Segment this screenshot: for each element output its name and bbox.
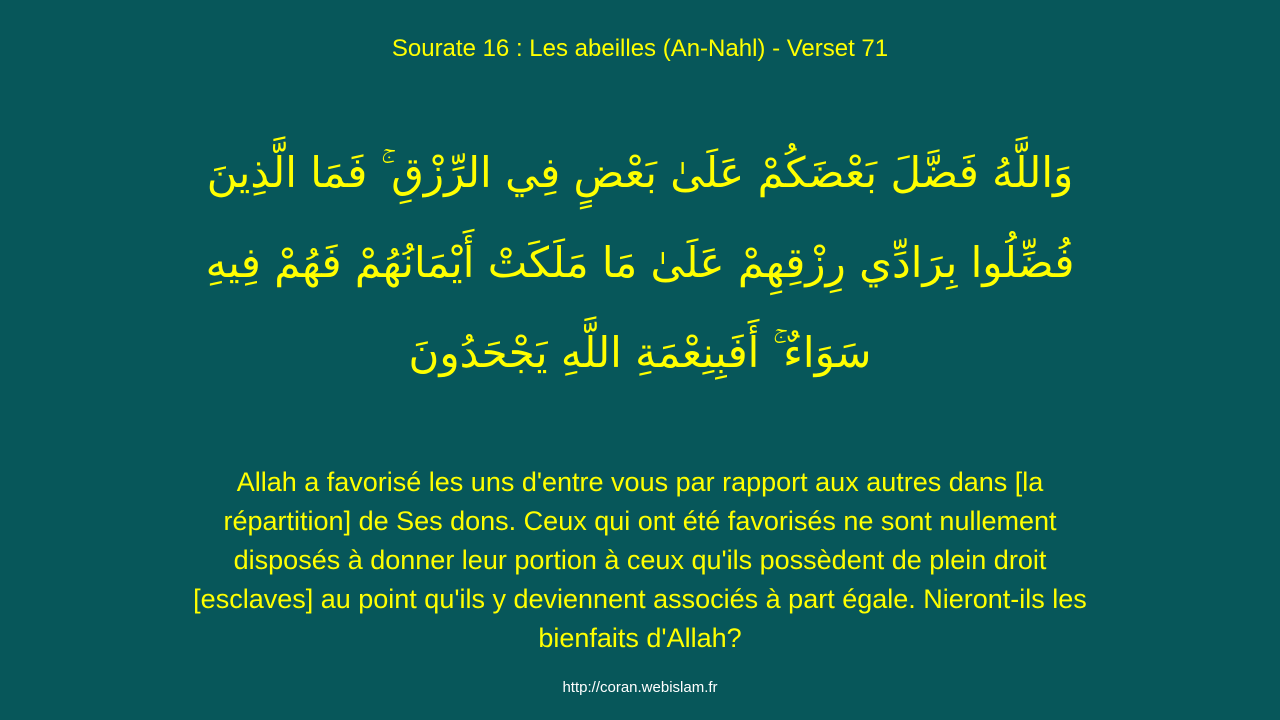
source-url: http://coran.webislam.fr: [562, 679, 718, 696]
verse-title: Sourate 16 : Les abeilles (An-Nahl) - Verset 71: [391, 35, 889, 62]
french-translation: Allah a favorisé les uns d'entre vous par rapport aux autres dans [la répartition] de Ses dons. Ceux qui ont été favorisés ne sont nullement disposés à donner leur portion à ceux qu'ils possèdent de plein droit [esclaves] au point qu'ils y deviennent associés à part égale. Nieront-ils les bienfaits d'Allah?: [193, 467, 1087, 653]
arabic-verse-text: وَاللَّهُ فَضَّلَ بَعْضَكُمْ عَلَىٰ بَعْضٍ فِي الرِّزْقِ ۚ فَمَا الَّذِينَ فُضِّلُوا بِرَادِّي رِزْقِهِمْ عَلَىٰ مَا مَلَكَتْ أَيْمَانُهُمْ فَهُمْ فِيهِ سَوَاءٌ ۚ أَفَبِنِعْمَةِ اللَّهِ يَجْحَدُونَ: [205, 148, 1075, 377]
